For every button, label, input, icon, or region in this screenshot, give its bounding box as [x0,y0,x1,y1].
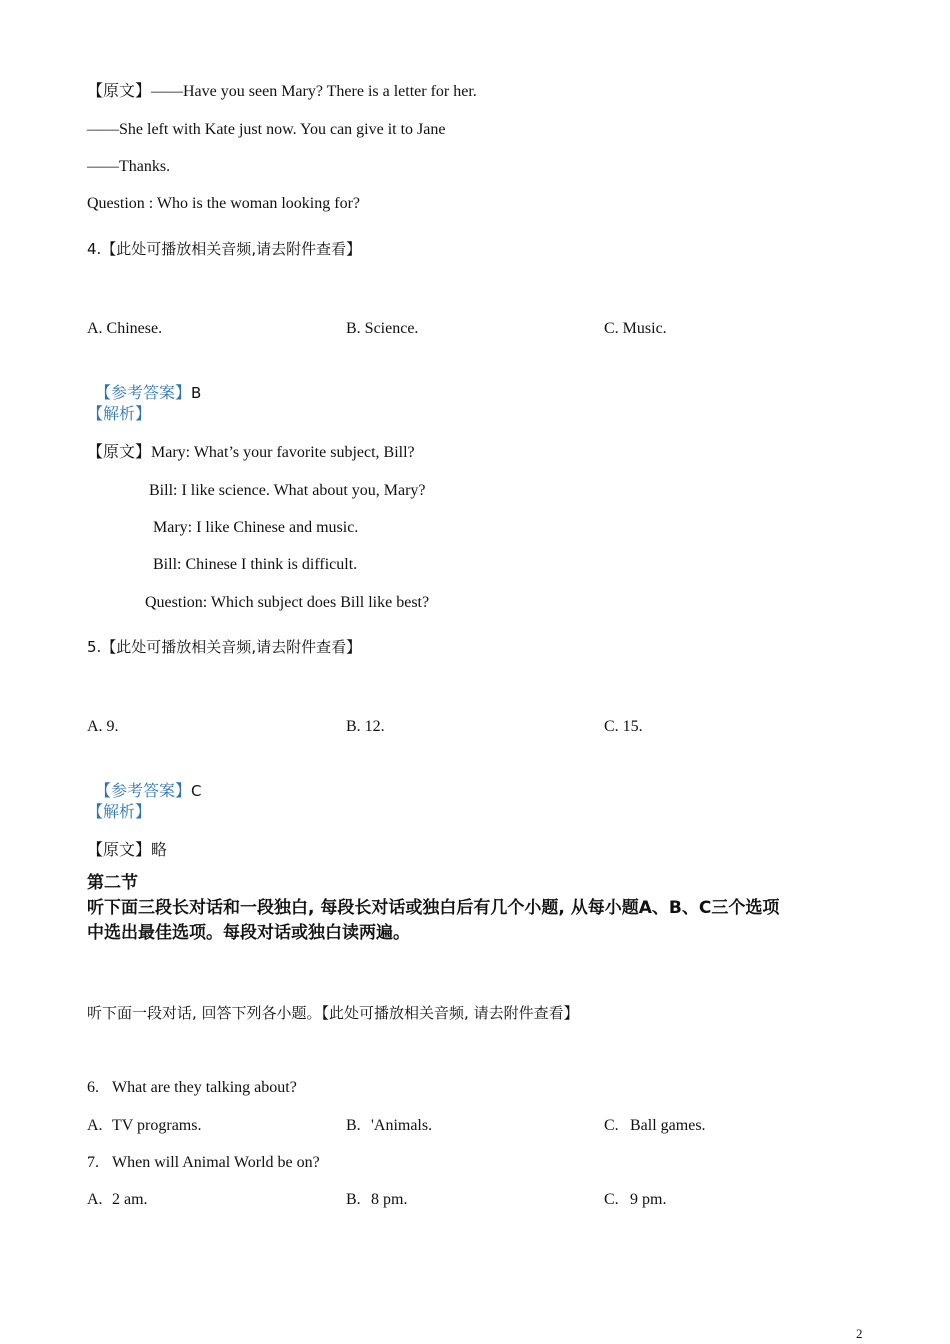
q4-audio-prompt[interactable]: 4.【此处可播放相关音频,请去附件查看】 [87,240,362,258]
q7-option-b-letter: B. [346,1191,361,1208]
answer-label: 【参考答案】 [95,783,192,800]
q7-option-a: 2 am. [112,1191,148,1208]
section-instruction-line-1: 听下面三段长对话和一段独白, 每段长对话或独白后有几个小题, 从每小题A、B、C三个选项 [87,898,780,918]
q7-option-c-letter: C. [604,1191,619,1208]
q6-option-c-letter: C. [604,1117,619,1134]
section-heading: 第二节 [87,873,138,893]
q4-option-b: B. Science. [346,320,419,337]
q6-option-b-letter: B. [346,1117,361,1134]
q6-question: What are they talking about? [112,1079,297,1096]
q6-option-c: Ball games. [630,1117,706,1134]
q4-transcript-line-1: 【原文】Mary: What’s your favorite subject, Bill? [87,444,415,461]
q7-option-c: 9 pm. [630,1191,667,1208]
q4-answer [87,363,201,404]
q7-question: When will Animal World be on? [112,1154,320,1171]
q6-option-b: 'Animals. [371,1117,433,1134]
dialog-intro[interactable]: 听下面一段对话, 回答下列各小题。【此处可播放相关音频, 请去附件查看】 [87,1004,579,1022]
q6-option-a-letter: A. [87,1117,103,1134]
answer-value: B [191,384,202,402]
answer-label: 【参考答案】 [95,385,192,402]
q5-transcript: 【原文】略 [87,842,168,859]
q3-transcript-line-2: ——She left with Kate just now. You can give it to Jane [87,121,446,138]
answer-value: C [191,782,202,800]
q7-option-a-letter: A. [87,1191,103,1208]
q7-number: 7. [87,1154,99,1171]
q4-option-c: C. Music. [604,320,667,337]
q5-audio-prompt[interactable]: 5.【此处可播放相关音频,请去附件查看】 [87,638,362,656]
page-number: 2 [856,1326,863,1341]
q6-option-a: TV programs. [112,1117,202,1134]
q6-number: 6. [87,1079,99,1096]
q5-option-c: C. 15. [604,718,643,735]
q3-transcript-line-3: ——Thanks. [87,158,171,175]
q4-transcript-question: Question: Which subject does Bill like best? [145,594,430,611]
q5-option-a: A. 9. [87,718,119,735]
q5-answer [87,761,202,802]
q7-option-b: 8 pm. [371,1191,408,1208]
q4-option-a: A. Chinese. [87,320,163,337]
q4-transcript-line-3: Mary: I like Chinese and music. [153,519,359,536]
q4-transcript-line-2: Bill: I like science. What about you, Mary? [149,482,426,499]
q5-analysis-label: 【解析】 [87,804,152,821]
q4-transcript-line-4: Bill: Chinese I think is difficult. [153,556,358,573]
q3-question: Question : Who is the woman looking for? [87,195,360,212]
q3-transcript-line-1: 【原文】——Have you seen Mary? There is a letter for her. [87,83,477,100]
section-instruction-line-2: 中选出最佳选项。每段对话或独白读两遍。 [87,923,410,943]
q4-analysis-label: 【解析】 [87,406,152,423]
q5-option-b: B. 12. [346,718,385,735]
